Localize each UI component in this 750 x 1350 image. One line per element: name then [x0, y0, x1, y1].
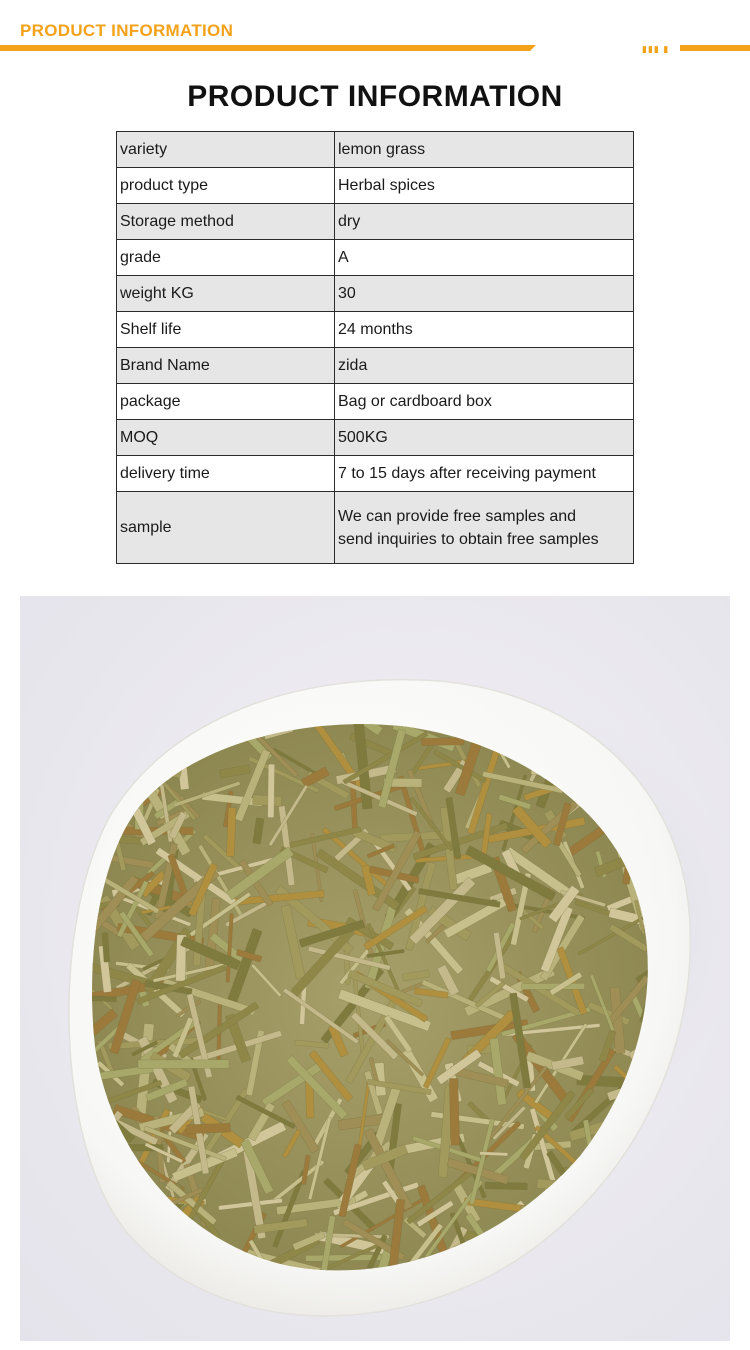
spec-label: grade	[117, 240, 335, 276]
spec-label: Brand Name	[117, 348, 335, 384]
spec-value-line: We can provide free samples and	[338, 507, 577, 525]
spec-label: Storage method	[117, 204, 335, 240]
spec-value: A	[335, 240, 634, 276]
spec-value: 30	[335, 276, 634, 312]
lemongrass-strand	[186, 1123, 230, 1134]
lemongrass-bowl-image	[20, 596, 730, 1341]
spec-value: 500KG	[335, 420, 634, 456]
spec-label: Shelf life	[117, 312, 335, 348]
table-row	[117, 132, 634, 168]
lemongrass-strand	[138, 1060, 229, 1069]
spec-label: weight KG	[117, 276, 335, 312]
spec-label: sample	[117, 492, 335, 564]
product-spec-table	[116, 131, 634, 564]
spec-label: package	[117, 384, 335, 420]
page-title: PRODUCT INFORMATION	[187, 80, 563, 113]
table-row	[117, 420, 634, 456]
spec-label: variety	[117, 132, 335, 168]
table-row	[117, 204, 634, 240]
banner-dots-decoration: ▮▮▮ ▮	[642, 44, 670, 54]
table-row	[117, 348, 634, 384]
spec-value: Bag or cardboard box	[335, 384, 634, 420]
spec-label: delivery time	[117, 456, 335, 492]
spec-value: lemon grass	[335, 132, 634, 168]
spec-label: MOQ	[117, 420, 335, 456]
spec-label: product type	[117, 168, 335, 204]
lemongrass-strand	[268, 764, 275, 817]
lemongrass-strand	[226, 807, 236, 856]
table-row	[117, 384, 634, 420]
product-photo	[20, 596, 730, 1341]
lemongrass-strand	[449, 1078, 459, 1145]
table-row	[117, 168, 634, 204]
header-banner	[0, 0, 750, 60]
table-row	[117, 492, 634, 564]
spec-value: zida	[335, 348, 634, 384]
lemongrass-strand	[421, 738, 464, 746]
spec-value: Herbal spices	[335, 168, 634, 204]
spec-value-line: send inquiries to obtain free samples	[338, 530, 599, 548]
spec-value: 7 to 15 days after receiving payment	[335, 456, 634, 492]
table-row	[117, 240, 634, 276]
spec-value: dry	[335, 204, 634, 240]
spec-value	[335, 492, 634, 564]
banner-divider	[0, 45, 750, 51]
banner-title: PRODUCT INFORMATION	[20, 21, 234, 40]
lemongrass-strand	[252, 795, 281, 807]
table-row	[117, 312, 634, 348]
table-row	[117, 456, 634, 492]
spec-value: 24 months	[335, 312, 634, 348]
table-row	[117, 276, 634, 312]
